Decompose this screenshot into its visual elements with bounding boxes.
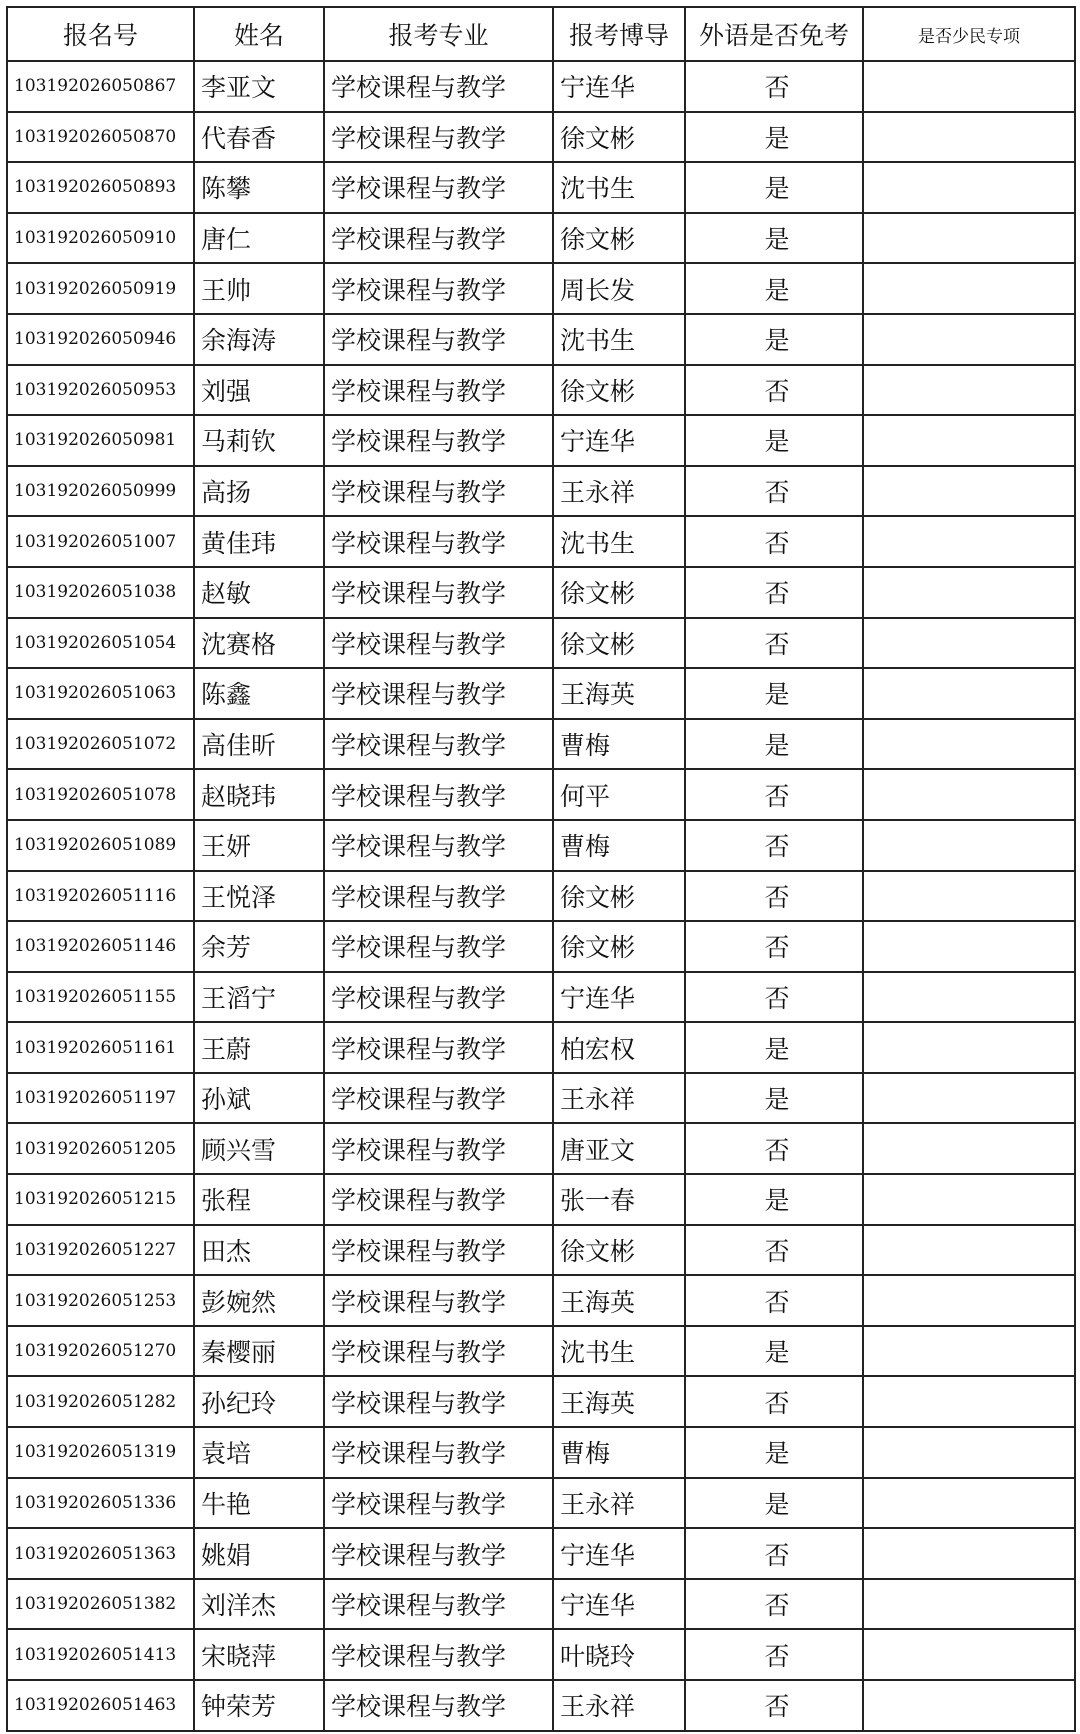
cell-registration-number: 103192026051382: [7, 1579, 194, 1630]
cell-name: 王悦泽: [194, 871, 324, 922]
cell-major: 学校课程与教学: [324, 162, 553, 213]
cell-minority-program: [863, 1022, 1075, 1073]
table-row: [7, 466, 1075, 517]
cell-advisor: 沈书生: [553, 1326, 685, 1377]
cell-major: 学校课程与教学: [324, 567, 553, 618]
cell-name: 刘洋杰: [194, 1579, 324, 1630]
cell-name: 代春香: [194, 112, 324, 163]
cell-minority-program: [863, 972, 1075, 1023]
cell-advisor: 王永祥: [553, 466, 685, 517]
cell-major: 学校课程与教学: [324, 1174, 553, 1225]
cell-major: 学校课程与教学: [324, 1225, 553, 1276]
cell-advisor: 沈书生: [553, 314, 685, 365]
cell-registration-number: 103192026051463: [7, 1680, 194, 1731]
table-row: [7, 1073, 1075, 1124]
cell-major: 学校课程与教学: [324, 1326, 553, 1377]
header-name: 姓名: [194, 7, 324, 61]
table-row: [7, 820, 1075, 871]
cell-minority-program: [863, 1629, 1075, 1680]
cell-language-exempt: 是: [685, 668, 863, 719]
cell-minority-program: [863, 1528, 1075, 1579]
cell-major: 学校课程与教学: [324, 1528, 553, 1579]
cell-language-exempt: 是: [685, 415, 863, 466]
cell-advisor: 柏宏权: [553, 1022, 685, 1073]
cell-language-exempt: 否: [685, 466, 863, 517]
cell-registration-number: 103192026051072: [7, 719, 194, 770]
table-row: [7, 61, 1075, 112]
cell-minority-program: [863, 1680, 1075, 1731]
cell-advisor: 王海英: [553, 668, 685, 719]
cell-language-exempt: 否: [685, 972, 863, 1023]
cell-major: 学校课程与教学: [324, 1629, 553, 1680]
cell-advisor: 徐文彬: [553, 871, 685, 922]
table-row: [7, 314, 1075, 365]
cell-language-exempt: 是: [685, 1073, 863, 1124]
cell-major: 学校课程与教学: [324, 820, 553, 871]
cell-advisor: 王永祥: [553, 1680, 685, 1731]
cell-registration-number: 103192026051270: [7, 1326, 194, 1377]
cell-minority-program: [863, 719, 1075, 770]
table-row: [7, 213, 1075, 264]
cell-language-exempt: 是: [685, 1022, 863, 1073]
table-row: [7, 162, 1075, 213]
header-registration-number: 报名号: [7, 7, 194, 61]
cell-minority-program: [863, 769, 1075, 820]
cell-language-exempt: 否: [685, 1275, 863, 1326]
cell-advisor: 宁连华: [553, 1579, 685, 1630]
table-row: [7, 516, 1075, 567]
cell-registration-number: 103192026050867: [7, 61, 194, 112]
cell-minority-program: [863, 263, 1075, 314]
cell-language-exempt: 否: [685, 921, 863, 972]
cell-major: 学校课程与教学: [324, 668, 553, 719]
cell-registration-number: 103192026051007: [7, 516, 194, 567]
cell-name: 赵敏: [194, 567, 324, 618]
cell-registration-number: 103192026051253: [7, 1275, 194, 1326]
cell-registration-number: 103192026051054: [7, 618, 194, 669]
cell-advisor: 徐文彬: [553, 365, 685, 416]
cell-registration-number: 103192026051089: [7, 820, 194, 871]
cell-minority-program: [863, 668, 1075, 719]
cell-language-exempt: 否: [685, 820, 863, 871]
cell-registration-number: 103192026050870: [7, 112, 194, 163]
cell-minority-program: [863, 1427, 1075, 1478]
cell-advisor: 宁连华: [553, 1528, 685, 1579]
cell-major: 学校课程与教学: [324, 1022, 553, 1073]
cell-advisor: 沈书生: [553, 162, 685, 213]
cell-registration-number: 103192026050910: [7, 213, 194, 264]
cell-language-exempt: 是: [685, 1478, 863, 1529]
cell-name: 彭婉然: [194, 1275, 324, 1326]
cell-major: 学校课程与教学: [324, 213, 553, 264]
cell-major: 学校课程与教学: [324, 1376, 553, 1427]
cell-registration-number: 103192026051197: [7, 1073, 194, 1124]
cell-language-exempt: 是: [685, 1427, 863, 1478]
cell-registration-number: 103192026051227: [7, 1225, 194, 1276]
cell-major: 学校课程与教学: [324, 1123, 553, 1174]
cell-major: 学校课程与教学: [324, 516, 553, 567]
cell-language-exempt: 是: [685, 1326, 863, 1377]
cell-major: 学校课程与教学: [324, 921, 553, 972]
cell-minority-program: [863, 567, 1075, 618]
cell-language-exempt: 否: [685, 1680, 863, 1731]
cell-language-exempt: 否: [685, 1225, 863, 1276]
cell-language-exempt: 否: [685, 618, 863, 669]
cell-name: 余芳: [194, 921, 324, 972]
cell-name: 赵晓玮: [194, 769, 324, 820]
cell-registration-number: 103192026051146: [7, 921, 194, 972]
cell-registration-number: 103192026051116: [7, 871, 194, 922]
cell-minority-program: [863, 61, 1075, 112]
cell-registration-number: 103192026050893: [7, 162, 194, 213]
cell-minority-program: [863, 1073, 1075, 1124]
cell-registration-number: 103192026050981: [7, 415, 194, 466]
cell-language-exempt: 否: [685, 1629, 863, 1680]
cell-language-exempt: 是: [685, 719, 863, 770]
cell-language-exempt: 是: [685, 162, 863, 213]
cell-major: 学校课程与教学: [324, 1579, 553, 1630]
table-row: [7, 1680, 1075, 1731]
cell-registration-number: 103192026051078: [7, 769, 194, 820]
cell-language-exempt: 否: [685, 1579, 863, 1630]
cell-name: 黄佳玮: [194, 516, 324, 567]
cell-advisor: 王海英: [553, 1275, 685, 1326]
table-row: [7, 567, 1075, 618]
cell-language-exempt: 否: [685, 871, 863, 922]
cell-major: 学校课程与教学: [324, 871, 553, 922]
cell-language-exempt: 是: [685, 314, 863, 365]
cell-registration-number: 103192026051038: [7, 567, 194, 618]
cell-registration-number: 103192026051319: [7, 1427, 194, 1478]
table-row: [7, 972, 1075, 1023]
cell-registration-number: 103192026050999: [7, 466, 194, 517]
cell-language-exempt: 否: [685, 1528, 863, 1579]
table-row: [7, 1022, 1075, 1073]
cell-major: 学校课程与教学: [324, 263, 553, 314]
cell-minority-program: [863, 618, 1075, 669]
cell-major: 学校课程与教学: [324, 972, 553, 1023]
table-row: [7, 1629, 1075, 1680]
cell-registration-number: 103192026050953: [7, 365, 194, 416]
cell-registration-number: 103192026050919: [7, 263, 194, 314]
table-row: [7, 769, 1075, 820]
cell-advisor: 何平: [553, 769, 685, 820]
cell-minority-program: [863, 1123, 1075, 1174]
cell-name: 高佳昕: [194, 719, 324, 770]
cell-minority-program: [863, 1275, 1075, 1326]
cell-name: 钟荣芳: [194, 1680, 324, 1731]
cell-name: 孙纪玲: [194, 1376, 324, 1427]
cell-registration-number: 103192026051413: [7, 1629, 194, 1680]
cell-name: 宋晓萍: [194, 1629, 324, 1680]
cell-name: 沈赛格: [194, 618, 324, 669]
cell-minority-program: [863, 314, 1075, 365]
cell-name: 马莉钦: [194, 415, 324, 466]
table-row: [7, 618, 1075, 669]
cell-registration-number: 103192026051363: [7, 1528, 194, 1579]
cell-advisor: 徐文彬: [553, 618, 685, 669]
cell-language-exempt: 否: [685, 365, 863, 416]
cell-advisor: 王海英: [553, 1376, 685, 1427]
table-row: [7, 365, 1075, 416]
table-row: [7, 415, 1075, 466]
cell-major: 学校课程与教学: [324, 1680, 553, 1731]
cell-registration-number: 103192026051155: [7, 972, 194, 1023]
cell-language-exempt: 否: [685, 1123, 863, 1174]
cell-language-exempt: 否: [685, 1376, 863, 1427]
cell-minority-program: [863, 1579, 1075, 1630]
cell-major: 学校课程与教学: [324, 415, 553, 466]
cell-name: 陈攀: [194, 162, 324, 213]
table-row: [7, 1326, 1075, 1377]
cell-advisor: 王永祥: [553, 1478, 685, 1529]
cell-advisor: 唐亚文: [553, 1123, 685, 1174]
cell-minority-program: [863, 820, 1075, 871]
cell-language-exempt: 是: [685, 1174, 863, 1225]
table-row: [7, 1225, 1075, 1276]
table-row: [7, 1376, 1075, 1427]
cell-language-exempt: 否: [685, 61, 863, 112]
header-row: [7, 7, 1075, 61]
cell-advisor: 徐文彬: [553, 921, 685, 972]
cell-registration-number: 103192026050946: [7, 314, 194, 365]
cell-advisor: 徐文彬: [553, 213, 685, 264]
cell-advisor: 宁连华: [553, 972, 685, 1023]
cell-advisor: 曹梅: [553, 820, 685, 871]
cell-registration-number: 103192026051063: [7, 668, 194, 719]
cell-name: 王滔宁: [194, 972, 324, 1023]
cell-language-exempt: 否: [685, 516, 863, 567]
cell-minority-program: [863, 415, 1075, 466]
cell-minority-program: [863, 112, 1075, 163]
cell-name: 牛艳: [194, 1478, 324, 1529]
cell-major: 学校课程与教学: [324, 365, 553, 416]
cell-language-exempt: 是: [685, 112, 863, 163]
cell-name: 唐仁: [194, 213, 324, 264]
cell-major: 学校课程与教学: [324, 466, 553, 517]
cell-name: 王妍: [194, 820, 324, 871]
cell-advisor: 王永祥: [553, 1073, 685, 1124]
cell-advisor: 宁连华: [553, 61, 685, 112]
cell-minority-program: [863, 162, 1075, 213]
cell-minority-program: [863, 1174, 1075, 1225]
cell-advisor: 叶晓玲: [553, 1629, 685, 1680]
cell-major: 学校课程与教学: [324, 719, 553, 770]
table-row: [7, 1174, 1075, 1225]
cell-minority-program: [863, 921, 1075, 972]
table-row: [7, 1528, 1075, 1579]
table-row: [7, 1579, 1075, 1630]
cell-name: 孙斌: [194, 1073, 324, 1124]
cell-registration-number: 103192026051336: [7, 1478, 194, 1529]
header-advisor: 报考博导: [553, 7, 685, 61]
cell-advisor: 曹梅: [553, 719, 685, 770]
cell-minority-program: [863, 1225, 1075, 1276]
cell-minority-program: [863, 1326, 1075, 1377]
cell-language-exempt: 是: [685, 263, 863, 314]
cell-name: 袁培: [194, 1427, 324, 1478]
cell-major: 学校课程与教学: [324, 112, 553, 163]
header-minority-program: 是否少民专项: [863, 7, 1075, 61]
cell-major: 学校课程与教学: [324, 314, 553, 365]
cell-advisor: 周长发: [553, 263, 685, 314]
cell-name: 姚娟: [194, 1528, 324, 1579]
cell-name: 王蔚: [194, 1022, 324, 1073]
cell-advisor: 曹梅: [553, 1427, 685, 1478]
cell-language-exempt: 否: [685, 769, 863, 820]
cell-name: 陈鑫: [194, 668, 324, 719]
cell-name: 高扬: [194, 466, 324, 517]
table-row: [7, 668, 1075, 719]
cell-major: 学校课程与教学: [324, 1073, 553, 1124]
cell-language-exempt: 是: [685, 213, 863, 264]
cell-advisor: 徐文彬: [553, 567, 685, 618]
table-row: [7, 112, 1075, 163]
table-row: [7, 1427, 1075, 1478]
cell-minority-program: [863, 516, 1075, 567]
cell-major: 学校课程与教学: [324, 618, 553, 669]
cell-major: 学校课程与教学: [324, 769, 553, 820]
cell-major: 学校课程与教学: [324, 1427, 553, 1478]
table-row: [7, 1478, 1075, 1529]
cell-language-exempt: 否: [685, 567, 863, 618]
cell-minority-program: [863, 1376, 1075, 1427]
header-language-exempt: 外语是否免考: [685, 7, 863, 61]
cell-name: 秦樱丽: [194, 1326, 324, 1377]
cell-advisor: 张一春: [553, 1174, 685, 1225]
cell-name: 顾兴雪: [194, 1123, 324, 1174]
cell-minority-program: [863, 213, 1075, 264]
header-major: 报考专业: [324, 7, 553, 61]
cell-name: 余海涛: [194, 314, 324, 365]
cell-registration-number: 103192026051161: [7, 1022, 194, 1073]
table-row: [7, 1275, 1075, 1326]
cell-minority-program: [863, 466, 1075, 517]
cell-major: 学校课程与教学: [324, 1275, 553, 1326]
cell-name: 田杰: [194, 1225, 324, 1276]
cell-advisor: 徐文彬: [553, 112, 685, 163]
cell-major: 学校课程与教学: [324, 1478, 553, 1529]
table-row: [7, 719, 1075, 770]
table-row: [7, 921, 1075, 972]
cell-name: 王帅: [194, 263, 324, 314]
admission-list-table: [6, 6, 1076, 1732]
cell-registration-number: 103192026051215: [7, 1174, 194, 1225]
cell-minority-program: [863, 871, 1075, 922]
table-row: [7, 263, 1075, 314]
cell-minority-program: [863, 365, 1075, 416]
cell-name: 张程: [194, 1174, 324, 1225]
cell-registration-number: 103192026051282: [7, 1376, 194, 1427]
cell-name: 李亚文: [194, 61, 324, 112]
table-row: [7, 871, 1075, 922]
cell-advisor: 宁连华: [553, 415, 685, 466]
cell-minority-program: [863, 1478, 1075, 1529]
cell-major: 学校课程与教学: [324, 61, 553, 112]
cell-advisor: 徐文彬: [553, 1225, 685, 1276]
table-row: [7, 1123, 1075, 1174]
cell-registration-number: 103192026051205: [7, 1123, 194, 1174]
cell-advisor: 沈书生: [553, 516, 685, 567]
cell-name: 刘强: [194, 365, 324, 416]
